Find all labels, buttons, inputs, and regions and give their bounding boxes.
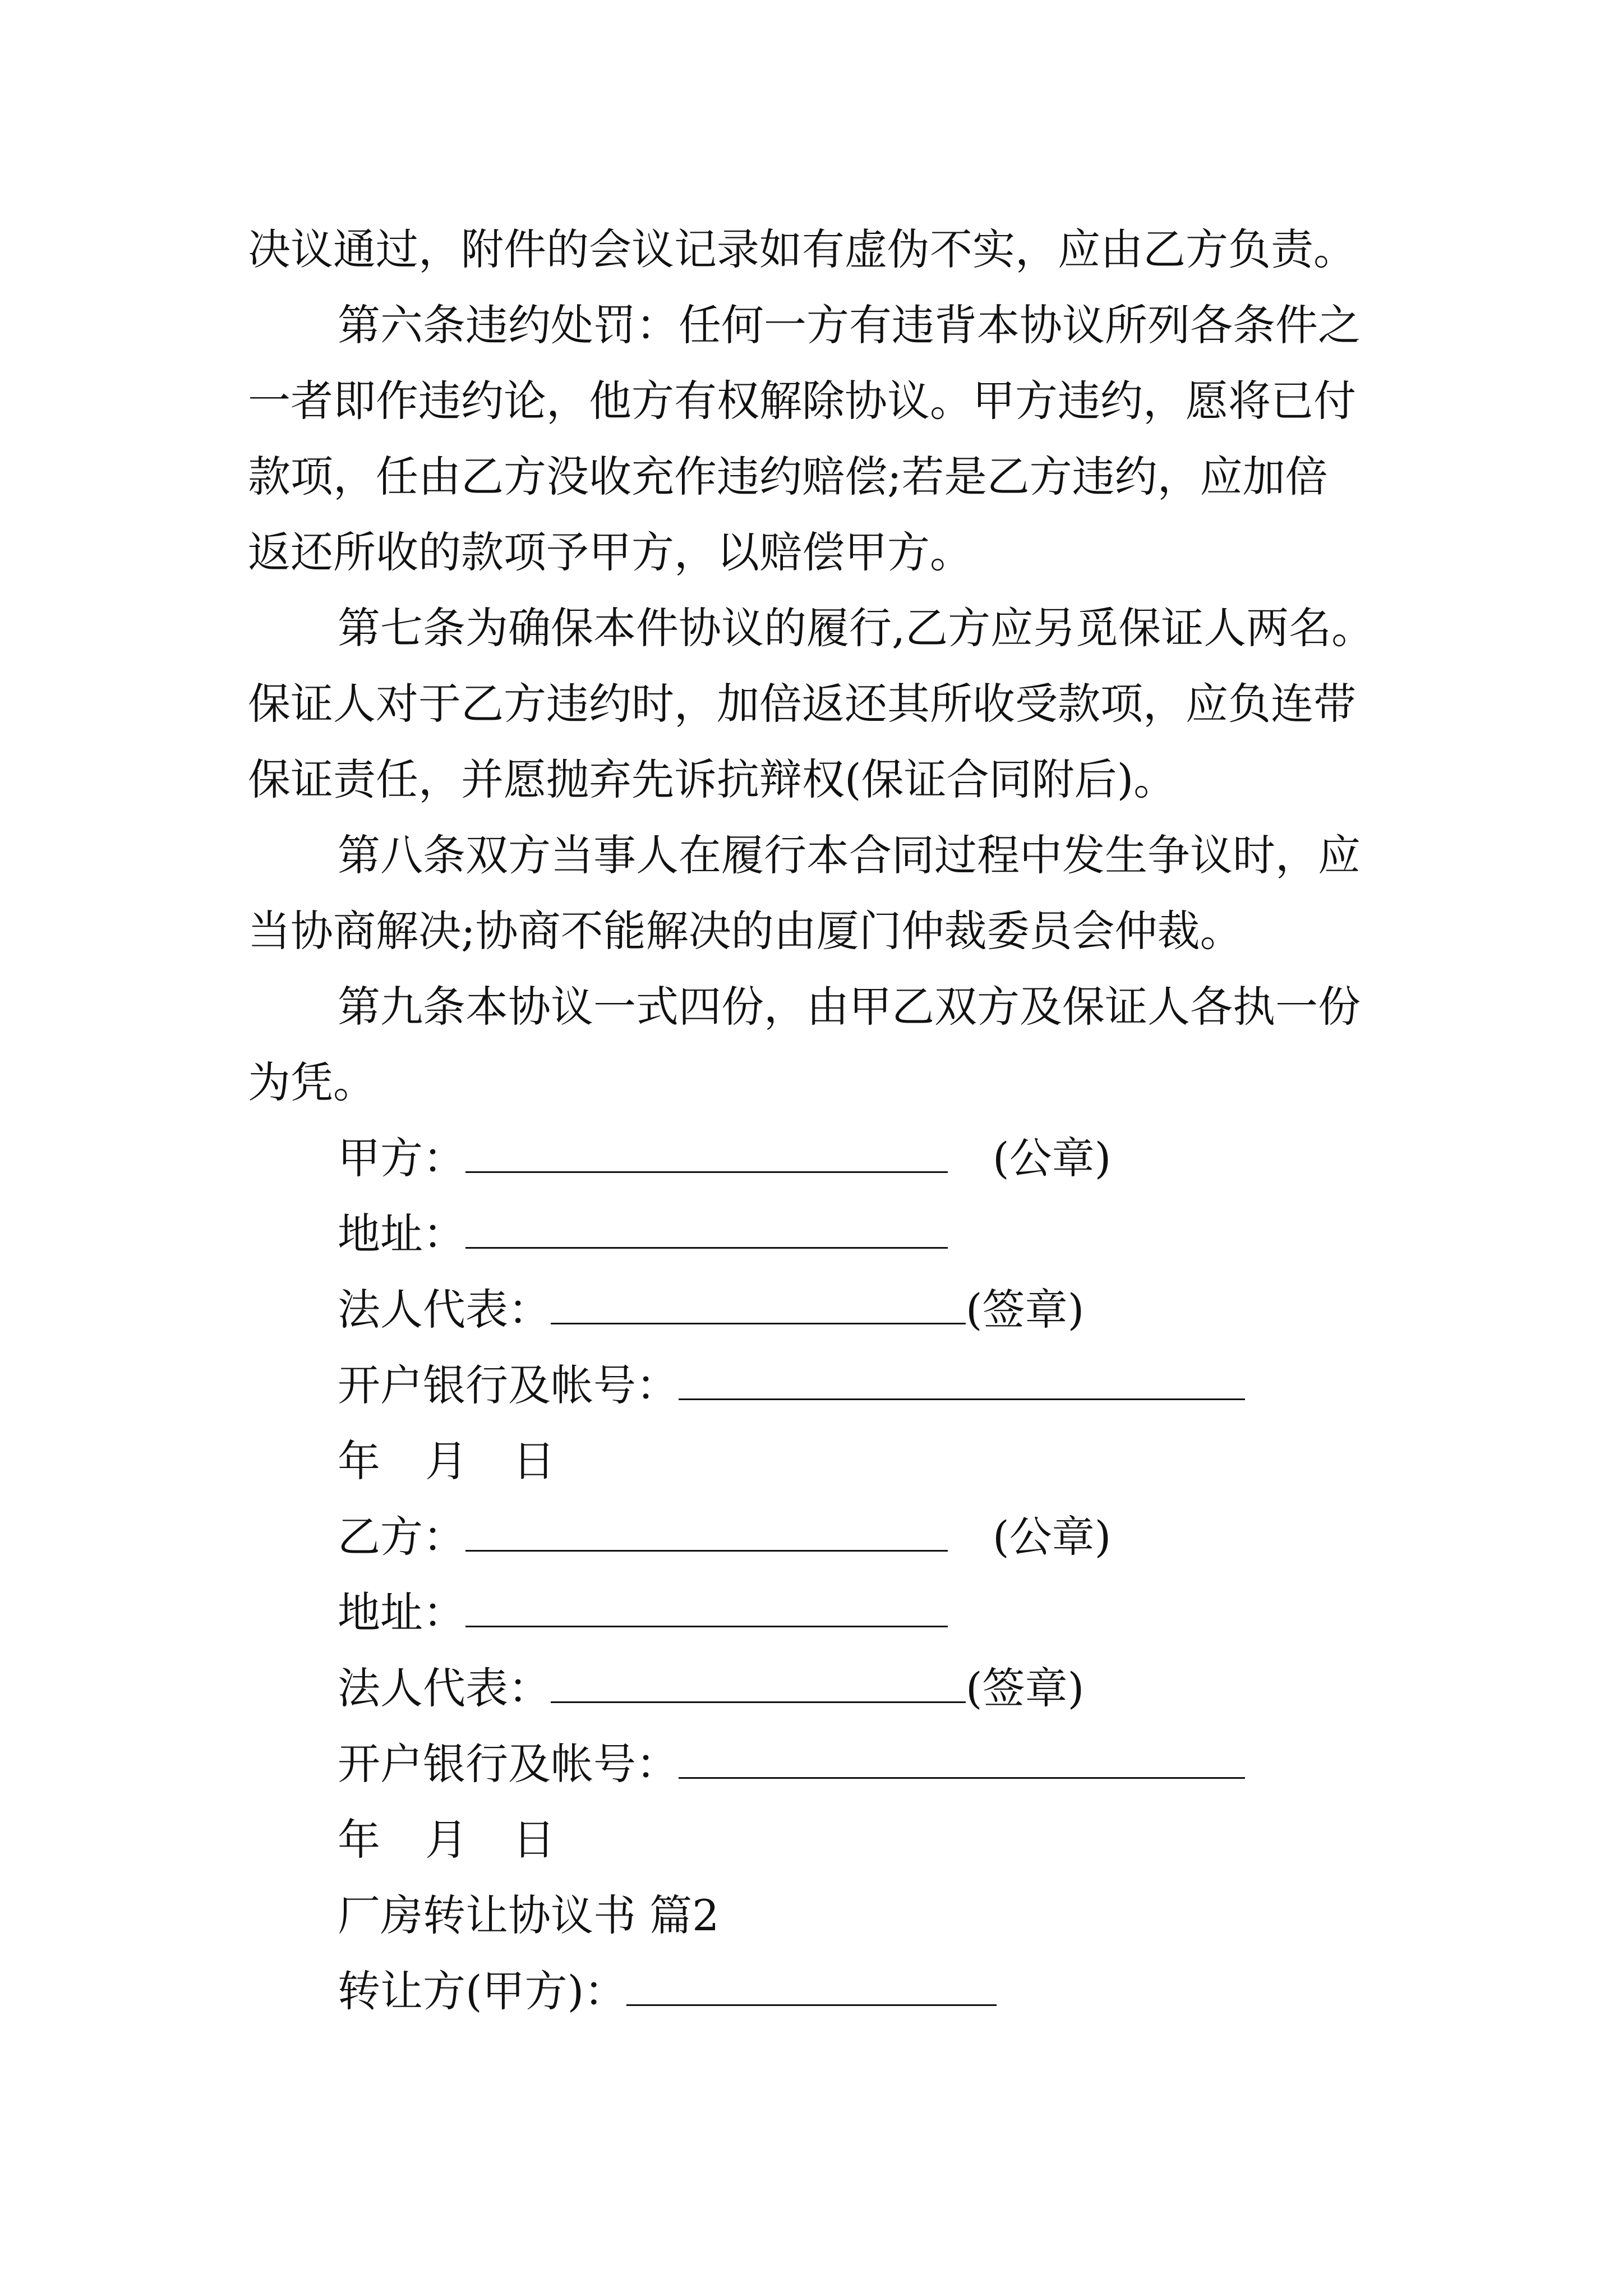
party-a-year: 年 <box>338 1436 380 1486</box>
party-a-name-row <box>338 1130 1111 1186</box>
party-b-date-row <box>338 1812 555 1868</box>
party-b-seal-label: (公章) <box>993 1512 1112 1562</box>
party-a-rep-row <box>338 1282 1084 1338</box>
party-b-rep-row <box>338 1660 1084 1717</box>
party-b-bank-blank[interactable] <box>679 1741 1245 1779</box>
clause-9-line-2: 为凭。 <box>248 1057 376 1107</box>
clause-6-line-3: 款项，任由乙方没收充作违约赔偿;若是乙方违约，应加倍 <box>248 452 1328 501</box>
transferor-blank[interactable] <box>626 1968 997 2006</box>
clause-6-line-4: 返还所收的款项予甲方，以赔偿甲方。 <box>248 527 972 577</box>
party-b-day: 日 <box>513 1815 555 1865</box>
party-a-bank-label: 开户银行及帐号： <box>338 1360 679 1410</box>
clause-5-continuation: 决议通过，附件的会议记录如有虚伪不实，应由乙方负责。 <box>248 224 1356 274</box>
party-a-address-row <box>338 1206 948 1262</box>
party-b-name-blank[interactable] <box>465 1514 948 1552</box>
party-a-date-row <box>338 1433 555 1489</box>
party-b-address-label: 地址： <box>338 1588 465 1637</box>
party-a-sign-label: (签章) <box>966 1285 1085 1335</box>
party-b-address-row <box>338 1585 948 1641</box>
party-b-name-row <box>338 1509 1111 1565</box>
party-b-rep-blank[interactable] <box>551 1665 966 1703</box>
party-a-address-blank[interactable] <box>465 1211 948 1249</box>
party-b-month: 月 <box>425 1815 468 1865</box>
party-a-address-label: 地址： <box>338 1209 465 1259</box>
party-b-address-blank[interactable] <box>465 1590 948 1627</box>
clause-9-line-1: 第九条本协议一式四份，由甲乙双方及保证人各执一份 <box>338 982 1361 1032</box>
party-a-bank-row <box>338 1358 1245 1414</box>
section-2-title: 厂房转让协议书 篇2 <box>338 1890 720 1940</box>
transferor-row <box>338 1963 997 2019</box>
party-a-day: 日 <box>513 1436 555 1486</box>
clause-8-line-1: 第八条双方当事人在履行本合同过程中发生争议时，应 <box>338 830 1361 880</box>
clause-7-line-1: 第七条为确保本件协议的履行,乙方应另觅保证人两名。 <box>338 603 1375 653</box>
party-a-rep-blank[interactable] <box>551 1287 966 1324</box>
transferor-label: 转让方(甲方)： <box>338 1966 627 2016</box>
party-a-seal-label: (公章) <box>993 1133 1112 1183</box>
party-a-month: 月 <box>425 1436 468 1486</box>
party-b-name-label: 乙方： <box>338 1512 465 1562</box>
party-b-bank-row <box>338 1736 1245 1792</box>
clause-6-line-1: 第六条违约处罚：任何一方有违背本协议所列各条件之 <box>338 300 1361 350</box>
party-b-sign-label: (签章) <box>966 1663 1085 1713</box>
clause-7-line-3: 保证责任，并愿抛弃先诉抗辩权(保证合同附后)。 <box>248 754 1177 804</box>
party-b-bank-label: 开户银行及帐号： <box>338 1739 679 1789</box>
party-a-rep-label: 法人代表： <box>338 1285 551 1335</box>
clause-8-line-2: 当协商解决;协商不能解决的由厦门仲裁委员会仲裁。 <box>248 906 1243 956</box>
party-a-bank-blank[interactable] <box>679 1363 1245 1400</box>
party-b-rep-label: 法人代表： <box>338 1663 551 1713</box>
clause-7-line-2: 保证人对于乙方违约时，加倍返还其所收受款项，应负连带 <box>248 679 1356 729</box>
party-b-year: 年 <box>338 1815 380 1865</box>
clause-6-line-2: 一者即作违约论，他方有权解除协议。甲方违约，愿将已付 <box>248 376 1356 426</box>
party-a-name-blank[interactable] <box>465 1135 948 1173</box>
party-a-name-label: 甲方： <box>338 1133 465 1183</box>
